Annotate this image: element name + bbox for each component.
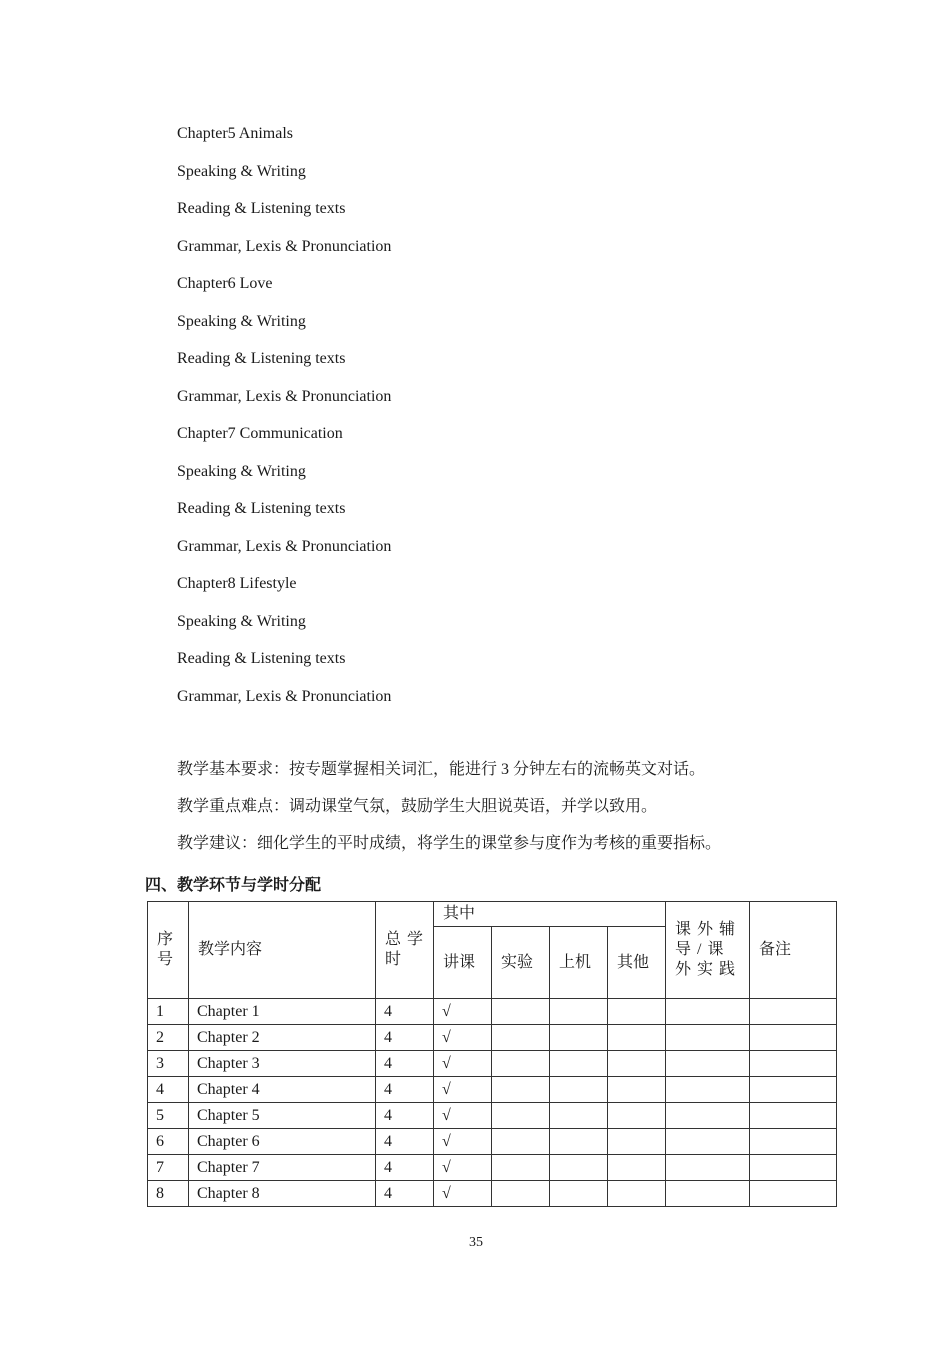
outline-line: Speaking & Writing	[177, 162, 306, 180]
row-seq: 2	[148, 1025, 189, 1051]
row-hours: 4	[376, 1051, 434, 1077]
header-among: 其中	[434, 902, 666, 927]
row-empty	[550, 1051, 608, 1077]
row-empty	[492, 1103, 550, 1129]
outline-line: Reading & Listening texts	[177, 200, 346, 217]
row-empty	[608, 1051, 666, 1077]
outline-line: Chapter6 Love	[177, 275, 273, 292]
row-seq: 3	[148, 1051, 189, 1077]
row-seq: 4	[148, 1077, 189, 1103]
table-row	[148, 1051, 837, 1077]
row-content: Chapter 5	[189, 1103, 376, 1129]
row-empty	[666, 1103, 750, 1129]
page-number: 35	[469, 1235, 483, 1250]
row-empty	[666, 1129, 750, 1155]
outline-line: Reading & Listening texts	[177, 650, 346, 667]
row-lecture-check: √	[434, 1051, 492, 1077]
row-empty	[550, 999, 608, 1025]
row-empty	[666, 1025, 750, 1051]
outline-line: Grammar, Lexis & Pronunciation	[177, 237, 392, 255]
table-row	[148, 1155, 837, 1181]
row-empty	[550, 1025, 608, 1051]
outline-line: Chapter7 Communication	[177, 425, 343, 442]
row-content: Chapter 2	[189, 1025, 376, 1051]
table-row	[148, 1129, 837, 1155]
row-seq: 5	[148, 1103, 189, 1129]
row-empty	[666, 1155, 750, 1181]
row-empty	[750, 1051, 837, 1077]
table-row	[148, 1025, 837, 1051]
row-empty	[750, 999, 837, 1025]
row-empty	[750, 1077, 837, 1103]
row-empty	[492, 1155, 550, 1181]
row-seq: 6	[148, 1129, 189, 1155]
row-empty	[550, 1129, 608, 1155]
row-empty	[550, 1077, 608, 1103]
row-lecture-check: √	[434, 1077, 492, 1103]
header-computer: 上机	[550, 927, 608, 999]
row-hours: 4	[376, 1155, 434, 1181]
row-seq: 8	[148, 1181, 189, 1207]
basic-requirement: 教学基本要求：按专题掌握相关词汇，能进行 3 分钟左右的流畅英文对话。	[177, 761, 706, 778]
row-content: Chapter 1	[189, 999, 376, 1025]
row-empty	[750, 1181, 837, 1207]
row-empty	[492, 999, 550, 1025]
header-content: 教学内容	[189, 902, 376, 999]
row-lecture-check: √	[434, 1025, 492, 1051]
outline-line: Reading & Listening texts	[177, 350, 346, 367]
row-hours: 4	[376, 1077, 434, 1103]
row-content: Chapter 8	[189, 1181, 376, 1207]
row-empty	[666, 999, 750, 1025]
row-empty	[608, 1181, 666, 1207]
row-empty	[608, 1077, 666, 1103]
outline-line: Chapter8 Lifestyle	[177, 575, 297, 592]
row-empty	[550, 1103, 608, 1129]
row-hours: 4	[376, 1025, 434, 1051]
outline-line: Chapter5 Animals	[177, 125, 293, 142]
header-seq: 序号	[148, 902, 189, 999]
outline-line: Grammar, Lexis & Pronunciation	[177, 387, 392, 405]
row-empty	[750, 1155, 837, 1181]
header-total-hours: 总学时	[376, 902, 434, 999]
row-hours: 4	[376, 1129, 434, 1155]
outline-line: Grammar, Lexis & Pronunciation	[177, 687, 392, 705]
row-empty	[750, 1103, 837, 1129]
outline-line: Grammar, Lexis & Pronunciation	[177, 537, 392, 555]
row-empty	[608, 999, 666, 1025]
row-empty	[492, 1077, 550, 1103]
row-lecture-check: √	[434, 1155, 492, 1181]
row-empty	[608, 1103, 666, 1129]
row-empty	[666, 1077, 750, 1103]
row-lecture-check: √	[434, 1103, 492, 1129]
outline-line: Speaking & Writing	[177, 312, 306, 330]
header-other: 其他	[608, 927, 666, 999]
key-difficult-points: 教学重点难点：调动课堂气氛，鼓励学生大胆说英语，并学以致用。	[177, 798, 658, 815]
section-heading: 四、教学环节与学时分配	[145, 877, 322, 894]
row-empty	[492, 1025, 550, 1051]
row-hours: 4	[376, 1103, 434, 1129]
row-empty	[750, 1025, 837, 1051]
row-empty	[550, 1155, 608, 1181]
row-empty	[666, 1051, 750, 1077]
table-row	[148, 1077, 837, 1103]
row-empty	[750, 1129, 837, 1155]
header-lecture: 讲课	[434, 927, 492, 999]
row-empty	[492, 1181, 550, 1207]
row-seq: 7	[148, 1155, 189, 1181]
header-experiment: 实验	[492, 927, 550, 999]
row-content: Chapter 7	[189, 1155, 376, 1181]
teaching-suggestion: 教学建议：细化学生的平时成绩，将学生的课堂参与度作为考核的重要指标。	[177, 835, 722, 852]
row-hours: 4	[376, 1181, 434, 1207]
table-row	[148, 999, 837, 1025]
row-empty	[608, 1025, 666, 1051]
row-lecture-check: √	[434, 999, 492, 1025]
row-hours: 4	[376, 999, 434, 1025]
row-content: Chapter 3	[189, 1051, 376, 1077]
hours-allocation-table	[147, 901, 837, 1207]
row-empty	[492, 1051, 550, 1077]
table-row	[148, 1103, 837, 1129]
header-extracurricular: 课外辅导/课外实践	[666, 902, 750, 999]
row-content: Chapter 4	[189, 1077, 376, 1103]
row-empty	[608, 1129, 666, 1155]
header-remarks: 备注	[750, 902, 837, 999]
row-empty	[608, 1155, 666, 1181]
row-lecture-check: √	[434, 1129, 492, 1155]
outline-line: Speaking & Writing	[177, 612, 306, 630]
outline-line: Reading & Listening texts	[177, 500, 346, 517]
row-content: Chapter 6	[189, 1129, 376, 1155]
chapter-outline	[177, 124, 877, 724]
row-empty	[666, 1181, 750, 1207]
row-empty	[550, 1181, 608, 1207]
row-empty	[492, 1129, 550, 1155]
row-seq: 1	[148, 999, 189, 1025]
row-lecture-check: √	[434, 1181, 492, 1207]
outline-line: Speaking & Writing	[177, 462, 306, 480]
table-row	[148, 1181, 837, 1207]
